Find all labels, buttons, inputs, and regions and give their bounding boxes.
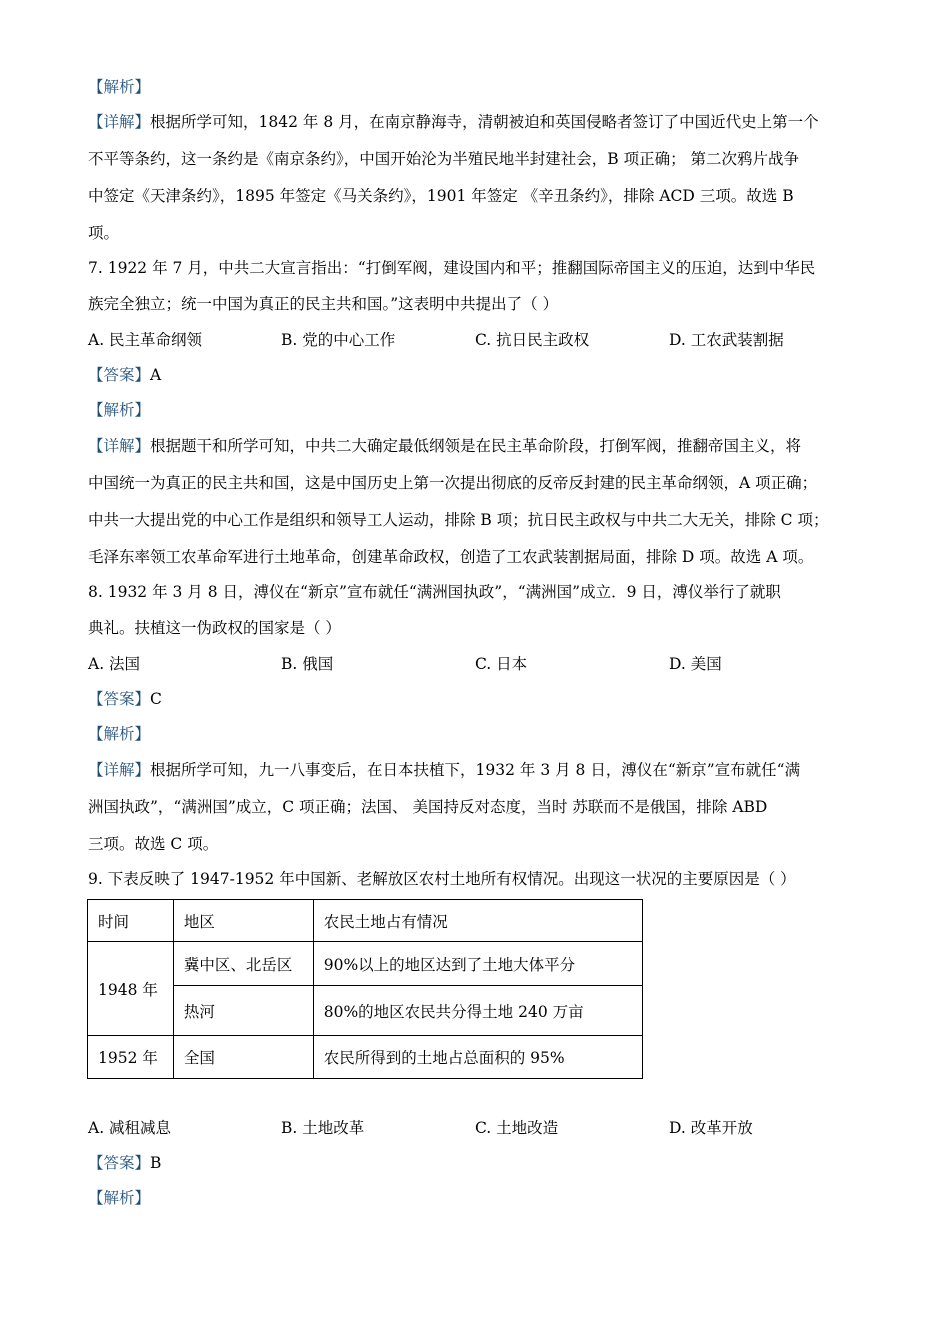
q7-option-c: C. 抗日民主政权	[475, 331, 590, 349]
q6-detail-line-4: 项。	[88, 224, 120, 242]
q7-detail-line-3: 中共一大提出党的中心工作是组织和领导工人运动，排除 B 项；抗日民主政权与中共二大无关，排除 C 项；	[88, 511, 829, 529]
q6-detail-line-2: 不平等条约，这一条约是《南京条约》，中国开始沦为半殖民地半封建社会，B 项正确； 第二次鸦片战争	[88, 150, 799, 168]
q7-detail-line-1: 【详解】根据题干和所学可知，中共二大确定最低纲领是在民主革命阶段，打倒军阀，推翻帝国主义，将	[88, 437, 802, 455]
table-header-row	[88, 900, 643, 942]
detail-tag: 【详解】	[88, 113, 151, 131]
table-row	[88, 1036, 643, 1079]
cell-situation: 90%以上的地区达到了土地大体平分	[313, 942, 642, 986]
q8-option-a: A. 法国	[88, 655, 141, 673]
q7-option-d: D. 工农武装割据	[669, 331, 784, 349]
q8-stem-line-1: 8. 1932 年 3 月 8 日，溥仪在“新京”宣布就任“满洲国执政”，“满洲国”成立．9 日，溥仪举行了就职	[88, 583, 781, 601]
q8-option-d: D. 美国	[669, 655, 722, 673]
cell-region: 热河	[173, 986, 313, 1036]
cell-time: 1952 年	[88, 1036, 174, 1079]
q7-stem-line-2: 族完全独立；统一中国为真正的民主共和国。”这表明中共提出了（ ）	[88, 295, 559, 313]
q9-option-c: C. 土地改造	[475, 1119, 559, 1137]
q9-option-d: D. 改革开放	[669, 1119, 753, 1137]
cell-situation: 农民所得到的土地占总面积的 95%	[313, 1036, 642, 1079]
q9-option-a: A. 减租减息	[88, 1119, 172, 1137]
cell-time: 1948 年	[88, 942, 174, 1036]
q9-analysis-tag: 【解析】	[88, 1189, 151, 1207]
q7-option-a: A. 民主革命纲领	[88, 331, 203, 349]
q7-answer: 【答案】A	[88, 366, 162, 384]
cell-region: 全国	[173, 1036, 313, 1079]
q9-answer: 【答案】B	[88, 1154, 162, 1172]
q7-detail-line-4: 毛泽东率领工农革命军进行土地革命，创建革命政权，创造了工农武装割据局面，排除 D 项。故选 A 项。	[88, 548, 814, 566]
header-time: 时间	[88, 900, 174, 942]
q7-detail-line-2: 中国统一为真正的民主共和国，这是中国历史上第一次提出彻底的反帝反封建的民主革命纲领，A 项正确；	[88, 474, 818, 492]
q8-option-c: C. 日本	[475, 655, 528, 673]
land-ownership-table	[87, 899, 643, 1079]
q8-option-b: B. 俄国	[281, 655, 334, 673]
q9-stem: 9. 下表反映了 1947-1952 年中国新、老解放区农村土地所有权情况。出现这一状况的主要原因是（ ）	[88, 870, 796, 888]
q8-detail-line-1: 【详解】根据所学可知，九一八事变后，在日本扶植下，1932 年 3 月 8 日，溥仪在“新京”宣布就任“满	[88, 761, 801, 779]
q8-analysis-tag: 【解析】	[88, 725, 151, 743]
q7-option-b: B. 党的中心工作	[281, 331, 396, 349]
cell-situation: 80%的地区农民共分得土地 240 万亩	[313, 986, 642, 1036]
cell-region: 冀中区、北岳区	[173, 942, 313, 986]
q6-detail-line-1: 【详解】根据所学可知，1842 年 8 月，在南京静海寺，清朝被迫和英国侵略者签订了中国近代史上第一个	[88, 113, 819, 131]
q8-detail-line-3: 三项。故选 C 项。	[88, 835, 219, 853]
q7-analysis-tag: 【解析】	[88, 401, 151, 419]
header-situation: 农民土地占有情况	[313, 900, 642, 942]
q9-option-b: B. 土地改革	[281, 1119, 365, 1137]
q8-detail-line-2: 洲国执政”，“满洲国”成立，C 项正确；法国、 美国持反对态度，当时 苏联而不是俄国，排除 ABD	[88, 798, 768, 816]
q8-stem-line-2: 典礼。扶植这一伪政权的国家是（ ）	[88, 619, 341, 637]
q6-detail-line-3: 中签定《天津条约》，1895 年签定《马关条约》，1901 年签定 《辛丑条约》，排除 ACD 三项。故选 B	[88, 187, 794, 205]
header-region: 地区	[173, 900, 313, 942]
q6-analysis-tag: 【解析】	[88, 78, 151, 96]
q7-stem-line-1: 7. 1922 年 7 月，中共二大宣言指出：“打倒军阀，建设国内和平；推翻国际帝国主义的压迫，达到中华民	[88, 259, 816, 277]
table-row	[88, 942, 643, 986]
q8-answer: 【答案】C	[88, 690, 162, 708]
